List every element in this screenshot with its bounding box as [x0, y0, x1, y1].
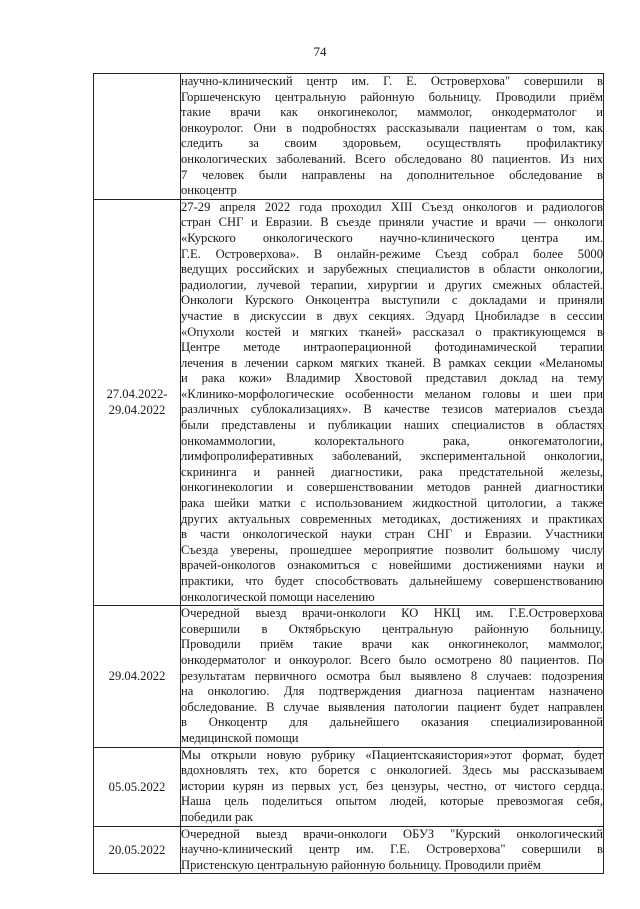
date-cell	[94, 74, 181, 200]
text-line: в части онкологической науки стран СНГ и Евразии. Участники	[181, 527, 603, 542]
text-line: вдохновлять тех, кто борется с онкологией. Здесь мы рассказываем	[181, 763, 603, 778]
text-line: Наша цель поделиться опытом людей, которые превозмогая себя,	[181, 794, 603, 809]
date-text: 29.04.2022	[108, 403, 166, 418]
events-table	[93, 73, 604, 874]
text-line: практики, что будет способствовать дальнейшему совершенствованию	[181, 574, 603, 588]
text-line: различных сублокализациях». В качестве тезисов материалов съезда	[181, 402, 603, 417]
text-line: Очередной выезд врачи-онкологи ОБУЗ "Курский онкологический	[181, 826, 603, 841]
table-row	[94, 826, 604, 874]
text-line: такие врачи как онкогинеколог, маммолог, онкодерматолог и	[181, 105, 603, 120]
text-line: врачей-онкологов ознакомиться с новейшими достижениями науки и	[181, 558, 603, 573]
date-text: 27.04.2022-	[106, 387, 168, 402]
date-cell	[94, 199, 181, 605]
text-line: Горшеченскую центральную районную больницу. Проводили приём	[181, 89, 603, 104]
text-line: онкогинекологии и совершенствовании методов ранней диагностики	[181, 480, 603, 495]
text-line: других актуальных современных методиках, достижениях и практиках	[181, 511, 603, 526]
description-cell	[181, 826, 604, 874]
text-line: Центре методе интраоперационной фотодинамической терапии	[181, 340, 603, 355]
text-line: научно-клинический центр им. Г.Е. Островерхова" совершили в	[181, 842, 603, 857]
text-line: победили рак	[181, 809, 254, 824]
text-line: Мы открыли новую рубрику «Пациентскаяистория»этот формат, будет	[181, 747, 603, 762]
date-cell	[94, 826, 181, 874]
text-line: ведущих российских и зарубежных специалистов в области онкологии,	[181, 262, 603, 277]
table-row	[94, 74, 604, 200]
date-text: 20.05.2022	[108, 842, 166, 857]
text-line: Съезда уверены, прошедшее мероприятие позволит большому числу	[181, 542, 603, 557]
text-line: были представлены и публикации наших специалистов в областях	[181, 418, 603, 433]
text-line: «Клинико-морфологические особенности меланом головы и шеи при	[181, 386, 603, 401]
text-line: рака шейки матки с использованием жидкостной цитологии, а также	[181, 496, 603, 511]
text-line: на онкологию. Для подтверждения диагноза пациентам назначено	[181, 684, 603, 699]
description-cell	[181, 199, 604, 605]
text-line: следить за своим здоровьем, осуществлять профилактику	[181, 136, 603, 151]
text-line: лимфопролиферативных заболеваний, экспериментальной онкологии,	[181, 449, 603, 464]
text-line: радиологии, лучевой терапии, хирургии и других смежных областей.	[181, 277, 603, 292]
text-line: онкологических заболеваний. Всего обследовано 80 пациентов. Из них	[181, 151, 603, 166]
text-line: обследование. В случае выявления патологии пациент будет направлен	[181, 699, 603, 714]
text-line: Онкологи Курского Онкоцентра выступили с докладами и приняли	[181, 293, 603, 308]
table-row	[94, 606, 604, 747]
text-line: участие в дискуссии в двух секциях. Эдуард Цнобиладзе в сессии	[181, 308, 603, 323]
text-line: Пристенскую центральную районную больницу. Проводили приём	[181, 857, 541, 872]
date-cell	[94, 606, 181, 747]
text-line: онкоуролог. Они в подробностях рассказывали пациентам о том, как	[181, 120, 603, 135]
description-cell	[181, 606, 604, 747]
text-line: Очередной выезд врачи-онкологи КО НКЦ им. Г.Е.Островерхова	[181, 606, 603, 621]
description-cell	[181, 747, 604, 826]
text-line: в Онкоцентр для дальнейшего оказания специализированной	[181, 715, 603, 730]
text-line: онкоцентр	[181, 183, 237, 198]
text-line: медицинской помощи	[181, 730, 299, 745]
description-cell	[181, 74, 604, 200]
text-line: совершили в Октябрьскую центральную районную больницу.	[181, 621, 603, 636]
table-row	[94, 199, 604, 605]
text-line: Г.Е. Островерхова». В онлайн-режиме Съезд собрал более 5000	[181, 246, 603, 261]
text-line: научно-клинический центр им. Г. Е. Островерхова" совершили в	[181, 74, 603, 88]
text-line: Проводили приём такие врачи как онкогинеколог, маммолог,	[181, 637, 603, 652]
text-line: онкологической помощи населению	[181, 589, 375, 604]
date-text: 05.05.2022	[108, 779, 166, 794]
text-line: истории курян из первых уст, без цензуры, честно, от чистого сердца.	[181, 778, 603, 793]
text-line: «Опухоли костей и мягких тканей» рассказал о практикующемся в	[181, 324, 603, 339]
text-line: онкодерматолог и онкоуролог. Всего было осмотрено 80 пациентов. По	[181, 652, 603, 667]
text-line: 27-29 апреля 2022 года проходил XIII Съезд онкологов и радиологов	[181, 199, 603, 214]
text-line: и рака кожи» Владимир Хвостовой представил доклад на тему	[181, 371, 603, 386]
page-number: 74	[313, 44, 327, 59]
text-line: лечения в лечении сарком мягких тканей. В рамках секции «Меланомы	[181, 355, 603, 370]
text-line: 7 человек были направлены на дополнительное обследование в	[181, 167, 603, 182]
text-line: скрининга и ранней диагностики, рака предстательной железы,	[181, 464, 603, 479]
date-cell	[94, 747, 181, 826]
text-line: «Курского онкологического научно-клинического центра им.	[181, 230, 603, 245]
text-line: онкомаммологии, колоректального рака, онкогематологии,	[181, 433, 603, 448]
text-line: результатам первичного осмотра был выявлено 8 случаев: подозрения	[181, 668, 603, 683]
table-row	[94, 747, 604, 826]
text-line: стран СНГ и Евразии. В съезде приняли участие и врачи — онкологи	[181, 215, 603, 230]
date-text: 29.04.2022	[108, 669, 166, 684]
